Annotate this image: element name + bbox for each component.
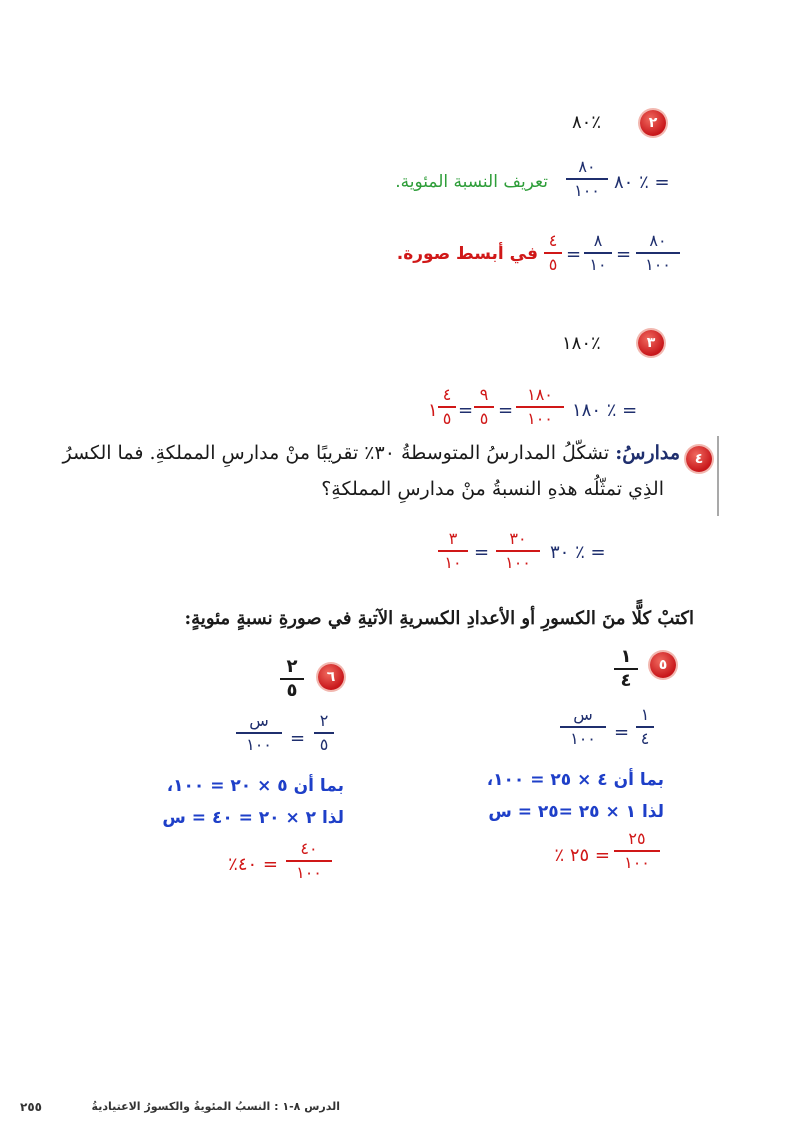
problem-6-given-fraction: ٢ ٥ [280,658,304,700]
problem-4-statement [60,442,680,500]
problem-2-given: ٨٠٪ [572,112,602,133]
problem-6-result-percent: = ٤٠٪ [228,854,278,875]
page-footer [20,1100,340,1113]
problem-6-so-line: لذا ٢ × ٢٠ = ٤٠ = س [162,808,344,828]
problem-4-fraction-30-100: ٣٠ ١٠٠ [496,530,540,572]
page-number: ٢٥٥ [20,1100,42,1114]
problem-5-badge: ٥ [650,652,676,678]
problem-2-fraction-4-5: ٤ ٥ [544,232,562,274]
equals-sign: = [498,400,514,421]
problem-2-badge: ٢ [640,110,666,136]
problem-6-badge: ٦ [318,664,344,690]
equals-sign: = [474,542,490,563]
problem-2-simplest-form-note: في أبسط صورة. [396,244,538,264]
problem-2-step1-lhs: ٨٠ ٪ = [614,172,670,193]
problem-6-since-line: بما أن ٥ × ٢٠ = ١٠٠، [166,776,344,796]
fraction-numerator: ٨٠ [578,157,596,176]
equals-sign: = [458,400,474,421]
problem-2-step1-fraction [566,158,608,200]
problem-2-fraction-8-10: ٨ ١٠ [584,232,612,274]
problem-5-so-line: لذا ١ × ٢٥ =٢٥ = س [488,802,664,822]
problem-4-badge: ٤ [686,446,712,472]
equals-sign: = [290,728,306,749]
problem-5-result-percent: = ٢٥ ٪ [554,845,610,866]
equals-sign: = [616,244,632,265]
problem-3-fraction-180-100: ١٨٠ ١٠٠ [516,386,564,428]
problem-2-fraction-80-100: ٨٠ ١٠٠ [636,232,680,274]
problem-5-result-fraction: ٢٥ ١٠٠ [614,830,660,872]
problem-6-result-fraction: ٤٠ ١٠٠ [286,840,332,882]
problem-3-fraction-9-5: ٩ ٥ [474,386,494,428]
problem-3-badge: ٣ [638,330,664,356]
problem-3-lhs: ١٨٠ ٪ = [572,400,638,421]
problem-5-eq-left-fraction: ١ ٤ [636,706,654,748]
equals-sign: = [614,722,630,743]
equals-sign: = [566,244,582,265]
problem-5-eq-right-fraction: س ١٠٠ [560,706,606,748]
fraction-denominator: ١٠٠ [574,180,600,200]
problem-4-side-rule [717,436,719,516]
problem-2-definition-note: تعريف النسبة المئوية. [395,172,548,192]
problem-4-line-2: الذِي تمثّلُه هذهِ النسبةُ منْ مدارسِ المملكةِ؟ [321,478,664,500]
problem-4-label: مدارسُ: [615,442,680,464]
exercise-instruction: اكتبْ كلًّا منَ الكسورِ أو الأعدادِ الكسريةِ الآتيةِ في صورةِ نسبةٍ مئويةٍ: [184,608,694,629]
problem-4-fraction-3-10: ٣ ١٠ [438,530,468,572]
problem-6-eq-right-fraction: س ١٠٠ [236,712,282,754]
problem-4-line-1: تشكّلُ المدارسُ المتوسطةُ ٣٠٪ تقريبًا منْ مدارسِ المملكةِ. فما الكسرُ [62,442,610,464]
problem-5-given-fraction: ١ ٤ [614,648,638,690]
problem-4-lhs: ٣٠ ٪ = [550,542,606,563]
problem-3-mixed-fraction: ٤ ٥ [438,386,456,428]
problem-5-since-line: بما أن ٤ × ٢٥ = ١٠٠، [486,770,664,790]
problem-3-given: ١٨٠٪ [562,333,601,354]
problem-3-mixed-whole: ١ [428,400,438,421]
problem-6-eq-left-fraction: ٢ ٥ [314,712,334,754]
footer-lesson-title: الدرس ٨-١ : النسبُ المئويةُ والكسورُ الاعتياديةُ [91,1100,340,1113]
